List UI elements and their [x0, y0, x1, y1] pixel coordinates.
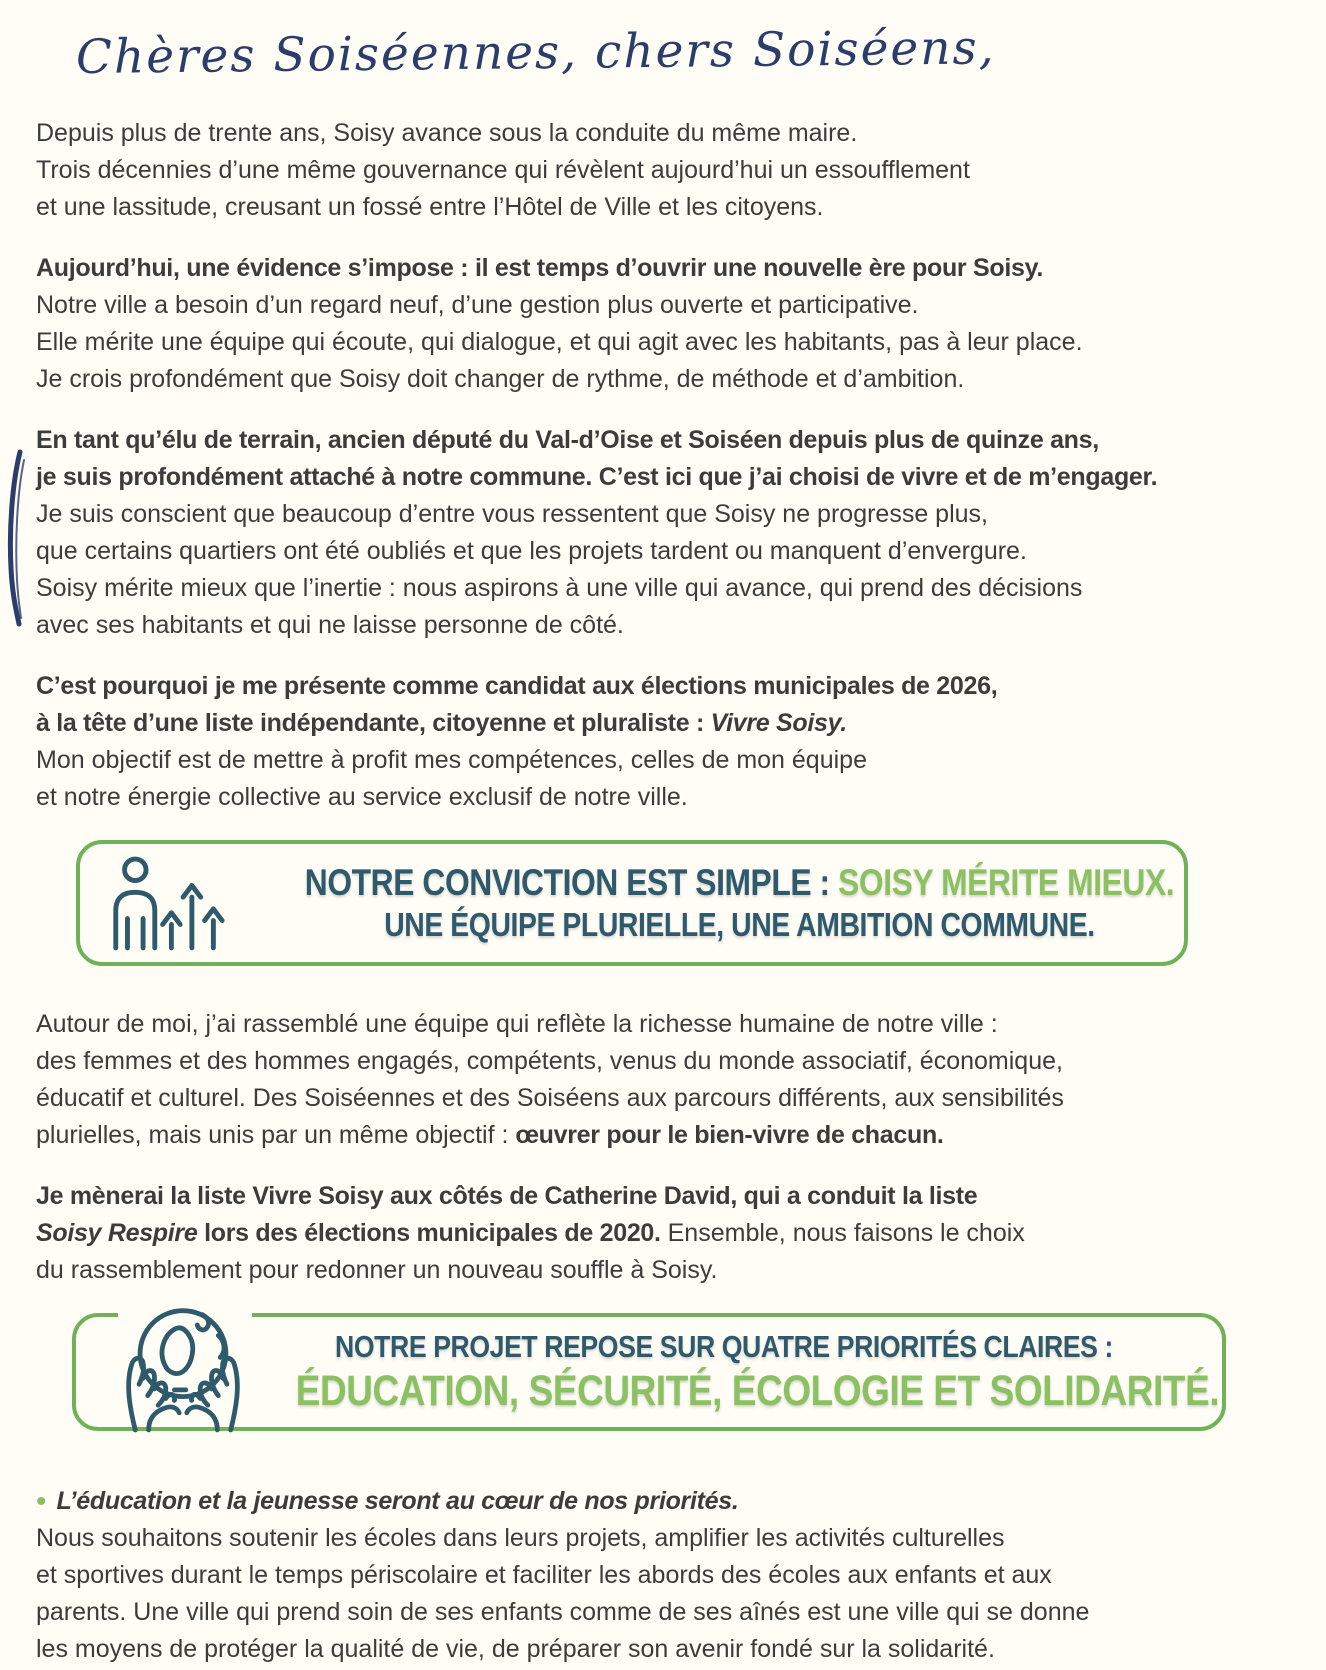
conviction-headlines — [234, 862, 1245, 944]
paragraph-local-elected — [36, 422, 1302, 644]
text-line: des femmes et des hommes engagés, compétents, venus du monde associatif, économique, — [36, 1047, 1063, 1075]
text-line: En tant qu’élu de terrain, ancien député du Val-d’Oise et Soiséen depuis plus de quinze ans, — [36, 426, 1099, 454]
text-line: que certains quartiers ont été oubliés et que les projets tardent ou manquent d’envergure. — [36, 537, 1027, 565]
text-line: Aujourd’hui, une évidence s’impose : il est temps d’ouvrir une nouvelle ère pour Soisy. — [36, 254, 1043, 282]
paragraph-intro — [36, 115, 1302, 226]
letter-salutation: Chères Soiséennes, chers Soiséens, — [75, 20, 996, 85]
brush-stroke-decoration — [4, 448, 30, 628]
text-line: du rassemblement pour redonner un nouveau souffle à Soisy. — [36, 1256, 718, 1284]
text-line: Mon objectif est de mettre à profit mes compétences, celles de mon équipe — [36, 746, 867, 774]
list-name-vivre-soisy: Vivre Soisy. — [710, 709, 847, 737]
conviction-callout — [76, 840, 1188, 966]
headline-line: NOTRE PROJET REPOSE SUR QUATRE PRIORITÉS CLAIRES : — [335, 1329, 1113, 1364]
paragraph-education-priority — [36, 1483, 1302, 1668]
headline-line: NOTRE CONVICTION EST SIMPLE : SOISY MÉRITE MIEUX. — [304, 862, 1175, 903]
list-name-soisy-respire: Soisy Respire — [36, 1219, 198, 1247]
text-line: • L’éducation et la jeunesse seront au cœur de nos priorités. — [36, 1485, 739, 1518]
text-line: parents. Une ville qui prend soin de ses enfants comme de ses aînés est une ville qui se donne — [36, 1598, 1090, 1626]
text-line: Soisy mérite mieux que l’inertie : nous aspirons à une ville qui avance, qui prend des décisions — [36, 574, 1083, 602]
text-line: je suis profondément attaché à notre commune. C’est ici que j’ai choisi de vivre et de m’engager. — [36, 463, 1158, 491]
text-line: Trois décennies d’une même gouvernance qui révèlent aujourd’hui un essoufflement — [36, 156, 970, 184]
priorities-headlines — [76, 1329, 1222, 1415]
priorities-callout — [72, 1313, 1226, 1431]
paragraph-new-era — [36, 250, 1302, 398]
text-line: Je suis conscient que beaucoup d’entre vous ressentent que Soisy ne progresse plus, — [36, 500, 988, 528]
paragraph-candidacy — [36, 668, 1302, 816]
text-line: à la tête d’une liste indépendante, citoyenne et pluraliste : Vivre Soisy. — [36, 709, 847, 737]
text-line: et une lassitude, creusant un fossé entre l’Hôtel de Ville et les citoyens. — [36, 193, 824, 221]
text-line: Elle mérite une équipe qui écoute, qui dialogue, et qui agit avec les habitants, pas à leur place. — [36, 328, 1083, 356]
text-line: et sportives durant le temps périscolaire et faciliter les abords des écoles aux enfants et aux — [36, 1561, 1052, 1589]
text-line: Je mènerai la liste Vivre Soisy aux côtés de Catherine David, qui a conduit la liste — [36, 1182, 978, 1210]
text-line: avec ses habitants et qui ne laisse personne de côté. — [36, 611, 624, 639]
text-line: plurielles, mais unis par un même objectif : œuvrer pour le bien-vivre de chacun. — [36, 1121, 944, 1149]
person-growth-icon — [106, 855, 228, 951]
text-line: Depuis plus de trente ans, Soisy avance sous la conduite du même maire. — [36, 119, 858, 147]
text-line: Nous souhaitons soutenir les écoles dans leurs projets, amplifier les activités culturelles — [36, 1524, 1005, 1552]
headline-line: UNE ÉQUIPE PLURIELLE, UNE AMBITION COMMUNE. — [384, 906, 1095, 943]
text-line: éducatif et culturel. Des Soiséennes et des Soiséens aux parcours différents, aux sensibilités — [36, 1084, 1064, 1112]
text-line: C’est pourquoi je me présente comme candidat aux élections municipales de 2026, — [36, 672, 998, 700]
paragraph-catherine-david — [36, 1178, 1302, 1289]
text-line: Je crois profondément que Soisy doit changer de rythme, de méthode et d’ambition. — [36, 365, 965, 393]
paragraph-team — [36, 1006, 1302, 1154]
text-line: Notre ville a besoin d’un regard neuf, d’une gestion plus ouverte et participative. — [36, 291, 919, 319]
green-bullet: • — [36, 1485, 47, 1518]
hands-globe-icon — [120, 1301, 246, 1433]
headline-line: ÉDUCATION, SÉCURITÉ, ÉCOLOGIE ET SOLIDARITÉ. — [295, 1367, 1220, 1415]
text-line: les moyens de protéger la qualité de vie, de préparer son avenir fondé sur la solidarité. — [36, 1635, 995, 1663]
text-line: Soisy Respire lors des élections municipales de 2020. Ensemble, nous faisons le choix — [36, 1219, 1025, 1247]
text-line: Autour de moi, j’ai rassemblé une équipe qui reflète la richesse humaine de notre ville : — [36, 1010, 998, 1038]
text-line: et notre énergie collective au service exclusif de notre ville. — [36, 783, 688, 811]
